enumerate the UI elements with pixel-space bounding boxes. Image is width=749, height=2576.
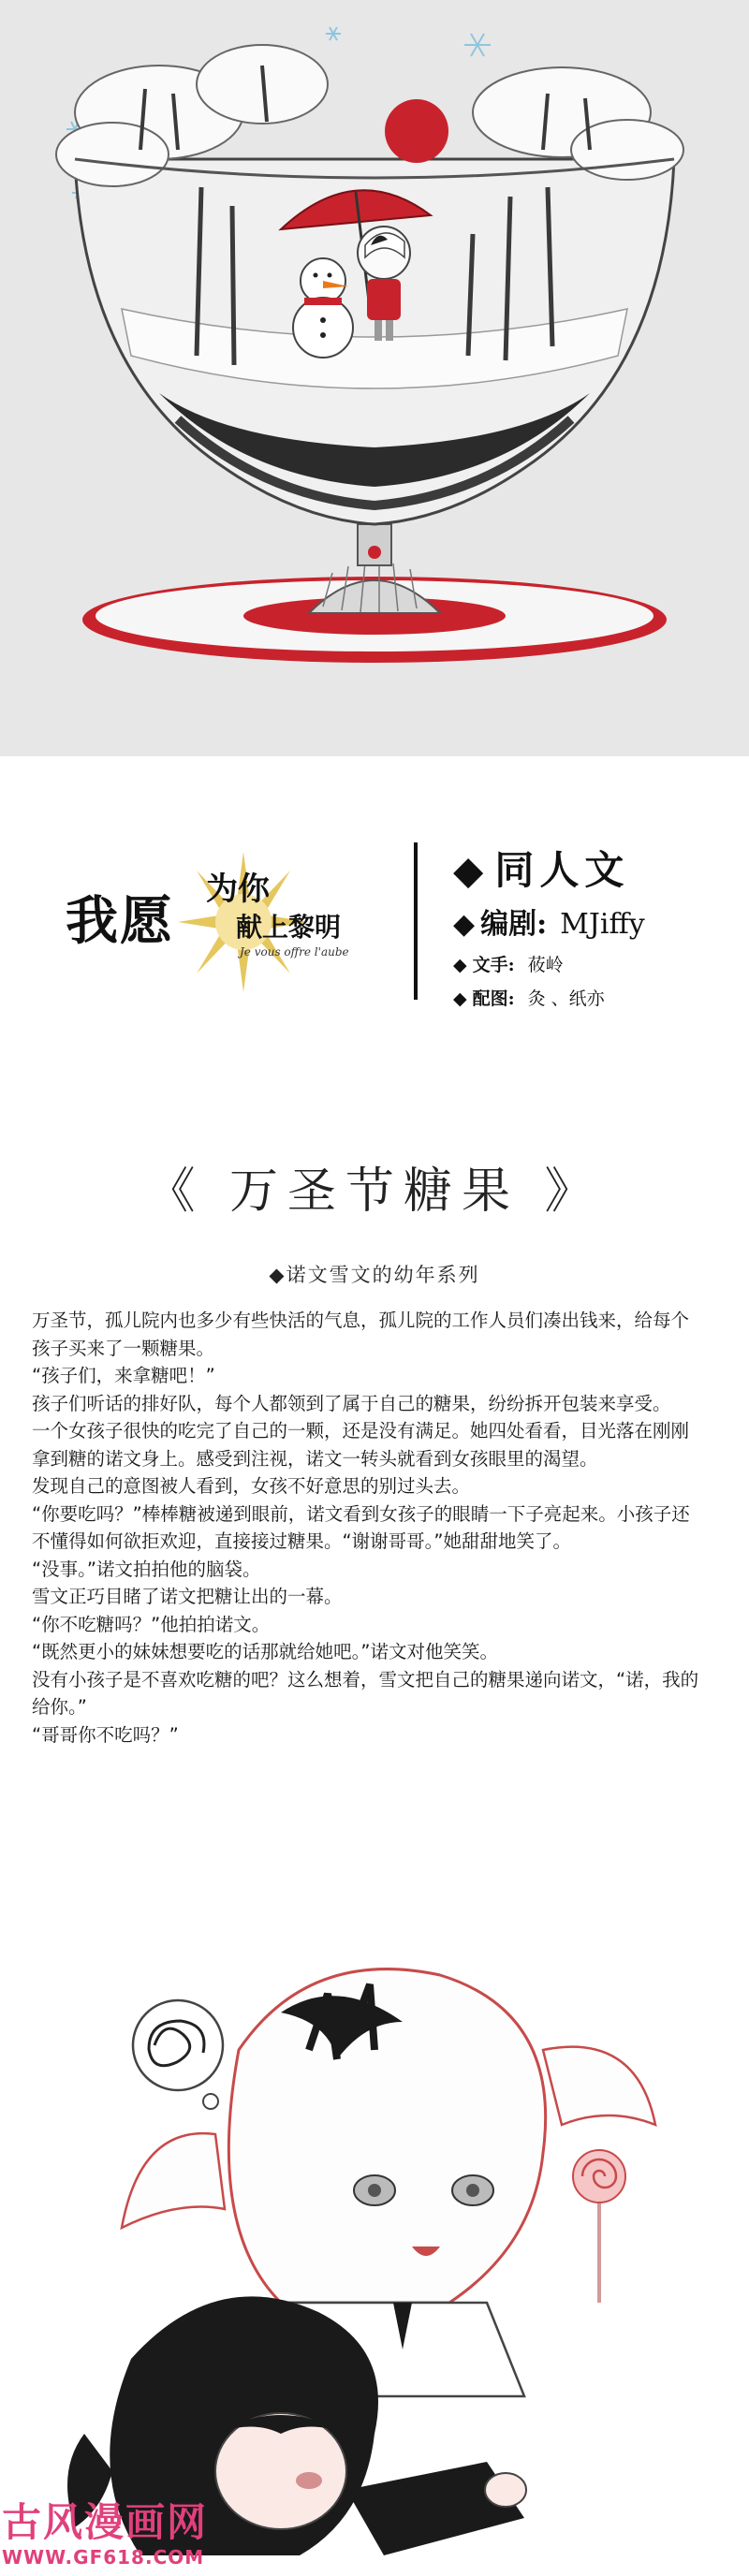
chibi-characters-art xyxy=(0,1910,749,2576)
watermark-url: WWW.GF618.COM xyxy=(2,2546,205,2569)
credit-text-author: ◆ 文手: 莜岭 xyxy=(453,951,734,979)
swirl-bubble-icon xyxy=(133,2000,223,2109)
diamond-icon: ◆ xyxy=(453,955,467,975)
series-label: ◆诺文雪文的幼年系列 xyxy=(269,1264,480,1286)
story-paragraph: 雪文正巧目睹了诺文把糖让出的一幕。 xyxy=(32,1586,343,1607)
title-logo xyxy=(66,852,374,992)
logo-subtitle: Je vous offre l'aube xyxy=(240,945,349,959)
snow-globe-cup-illustration xyxy=(0,0,749,756)
story-title: 《 万圣节糖果 》 xyxy=(146,1164,603,1220)
hero-illustration xyxy=(0,0,749,756)
story-paragraph: 万圣节，孤儿院内也多少有些快活的气息，孤儿院的工作人员们凑出钱来，给每个孩子买来了一颗糖果。 xyxy=(32,1310,690,1359)
credits-divider xyxy=(414,842,418,1000)
story-paragraph: “你不吃糖吗？”他拍拍诺文。 xyxy=(32,1613,271,1635)
credit-type: ◆ 同人文 xyxy=(453,844,734,897)
credits-list xyxy=(453,844,734,1013)
story-paragraph: “孩子们，来拿糖吧！” xyxy=(32,1365,215,1386)
story-paragraph: “哥哥你不吃吗？” xyxy=(32,1723,179,1746)
diamond-icon: ◆ xyxy=(453,847,490,893)
chibi-illustration xyxy=(0,1910,749,2576)
credits-block xyxy=(0,824,749,1009)
story-paragraph: 没有小孩子是不喜欢吃糖的吧？这么想着，雪文把自己的糖果递向诺文，“诺，我的给你。” xyxy=(32,1668,699,1718)
story-paragraph: 一个女孩子很快的吃完了自己的一颗，还是没有满足。她四处看看，目光落在刚刚拿到糖的诺文身上。感受到注视，诺文一转头就看到女孩眼里的渴望。 xyxy=(32,1420,690,1470)
logo-title-end: 献上黎明 xyxy=(236,912,342,943)
logo-title-mid: 为你 xyxy=(206,871,270,908)
story-paragraph: “你要吃吗？”棒棒糖被递到眼前，诺文看到女孩子的眼睛一下子亮起来。小孩子还不懂得如何欲拒欢迎，直接接过糖果。“谢谢哥哥。”她甜甜地笑了。 xyxy=(32,1502,690,1552)
diamond-icon: ◆ xyxy=(453,988,467,1009)
story-paragraph: 孩子们听话的排好队，每个人都领到了属于自己的糖果，纷纷拆开包装来享受。 xyxy=(32,1392,671,1414)
site-watermark xyxy=(2,2499,283,2569)
watermark-name: 古风漫画网 xyxy=(2,2499,209,2545)
diamond-icon: ◆ xyxy=(453,908,476,941)
credit-art: ◆ 配图: 灸 、纸亦 xyxy=(453,985,734,1013)
logo-title-main: 我愿 xyxy=(66,890,174,952)
story-paragraph: “没事。”诺文拍拍他的脑袋。 xyxy=(32,1558,261,1580)
story-body xyxy=(32,1307,706,1749)
story-paragraph: “既然更小的妹妹想要吃的话那就给她吧。”诺文对他笑笑。 xyxy=(32,1641,498,1662)
story-paragraph: 发现自己的意图被人看到，女孩不好意思的别过头去。 xyxy=(32,1475,471,1497)
credit-writer: ◆ 编剧: MJiffy xyxy=(453,904,734,945)
